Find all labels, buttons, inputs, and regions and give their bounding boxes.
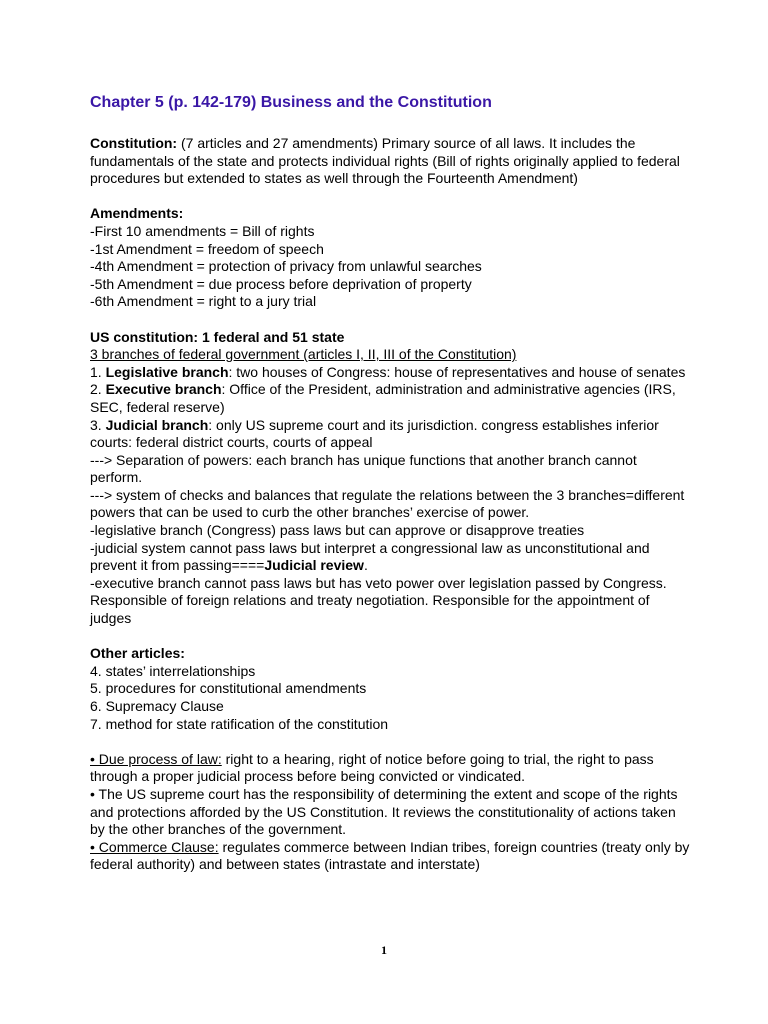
amendment-item: -6th Amendment = right to a jury trial [90, 293, 317, 310]
amendment-item: -5th Amendment = due process before deprivation of property [90, 275, 472, 292]
article-item: 7. method for state ratification of the constitution [90, 715, 389, 732]
branch-number: 2. [90, 381, 106, 398]
judicial-note-text: -judicial system cannot pass laws but interpret a congressional law as unconstitutional and prevent it from passing==== [90, 539, 650, 574]
branch-number: 3. [90, 416, 106, 433]
other-articles-heading: Other articles: [90, 645, 185, 662]
branch-text: : Office of the President, administration and administrative agencies (IRS, SEC, federal reserve) [90, 381, 676, 415]
amendment-item: -1st Amendment = freedom of speech [90, 240, 324, 257]
article-item: 4. states’ interrelationships [90, 662, 256, 679]
article-item: 6. Supremacy Clause [90, 698, 224, 714]
branch-item [90, 381, 690, 416]
branch-number: 1. [90, 363, 106, 380]
checks-and-balances-note: ---> system of checks and balances that regulate the relations between the 3 branches=different powers that can be used to curb the other branches’ exercise of power. [90, 486, 685, 521]
executive-note: -executive branch cannot pass laws but has veto power over legislation passed by Congress. Responsible of foreign relations and treaty negotiation. Responsible for the appointment of judges [90, 574, 667, 627]
legislative-note: -legislative branch (Congress) pass laws but can approve or disapprove treaties [90, 522, 585, 539]
due-process-bullet [90, 751, 690, 786]
amendments-section [90, 205, 690, 311]
branch-text: : two houses of Congress: house of representatives and house of senates [228, 363, 686, 380]
branch-item [90, 417, 690, 452]
document-body [90, 92, 690, 874]
us-constitution-section [90, 329, 690, 628]
branch-item [90, 364, 690, 382]
commerce-clause-bullet [90, 839, 690, 874]
amendment-item: -First 10 amendments = Bill of rights [90, 222, 315, 239]
commerce-clause-label: • Commerce Clause: [90, 838, 219, 855]
supreme-court-bullet: • The US supreme court has the responsibility of determining the extent and scope of the rights and protections afforded by the US Constitution. It reviews the constitutionality of actions taken by the other branches of the government. [90, 785, 678, 838]
chapter-title: Chapter 5 (p. 142-179) Business and the Constitution [90, 94, 492, 111]
bullets-section [90, 751, 690, 874]
constitution-text: (7 articles and 27 amendments) Primary source of all laws. It includes the fundamentals of the state and protects individual rights (Bill of rights originally applied to federal procedures but extended to states as well through the Fourteenth Amendment) [90, 135, 680, 187]
branch-name: Legislative branch [105, 363, 229, 380]
other-articles-section [90, 645, 690, 733]
commerce-clause-text: regulates commerce between Indian tribes, foreign countries (treaty only by federal authority) and between states (intrastate and interstate) [90, 838, 690, 873]
constitution-paragraph [90, 135, 690, 188]
judicial-review-term: Judicial review [264, 557, 364, 574]
article-item: 5. procedures for constitutional amendments [90, 680, 367, 697]
amendment-item: -4th Amendment = protection of privacy from unlawful searches [90, 258, 482, 275]
judicial-note-period: . [363, 557, 368, 574]
branch-name: Judicial branch [105, 416, 209, 433]
amendments-heading: Amendments: [90, 205, 184, 222]
due-process-label: • Due process of law: [90, 750, 222, 767]
separation-of-powers-note: ---> Separation of powers: each branch has unique functions that another branch cannot perform. [90, 451, 637, 486]
branches-subheading: 3 branches of federal government (articles I, II, III of the Constitution) [90, 346, 517, 363]
due-process-text: right to a hearing, right of notice before going to trial, the right to pass through a proper judicial process before being convicted or vindicated. [90, 750, 654, 785]
judicial-note [90, 540, 690, 575]
constitution-label: Constitution: [90, 135, 178, 151]
branch-name: Executive branch [105, 381, 222, 398]
page-number: 1 [381, 943, 387, 957]
us-constitution-heading: US constitution: 1 federal and 51 state [90, 328, 345, 345]
branch-text: : only US supreme court and its jurisdiction. congress establishes inferior courts: federal district courts, courts of appeal [90, 416, 659, 451]
